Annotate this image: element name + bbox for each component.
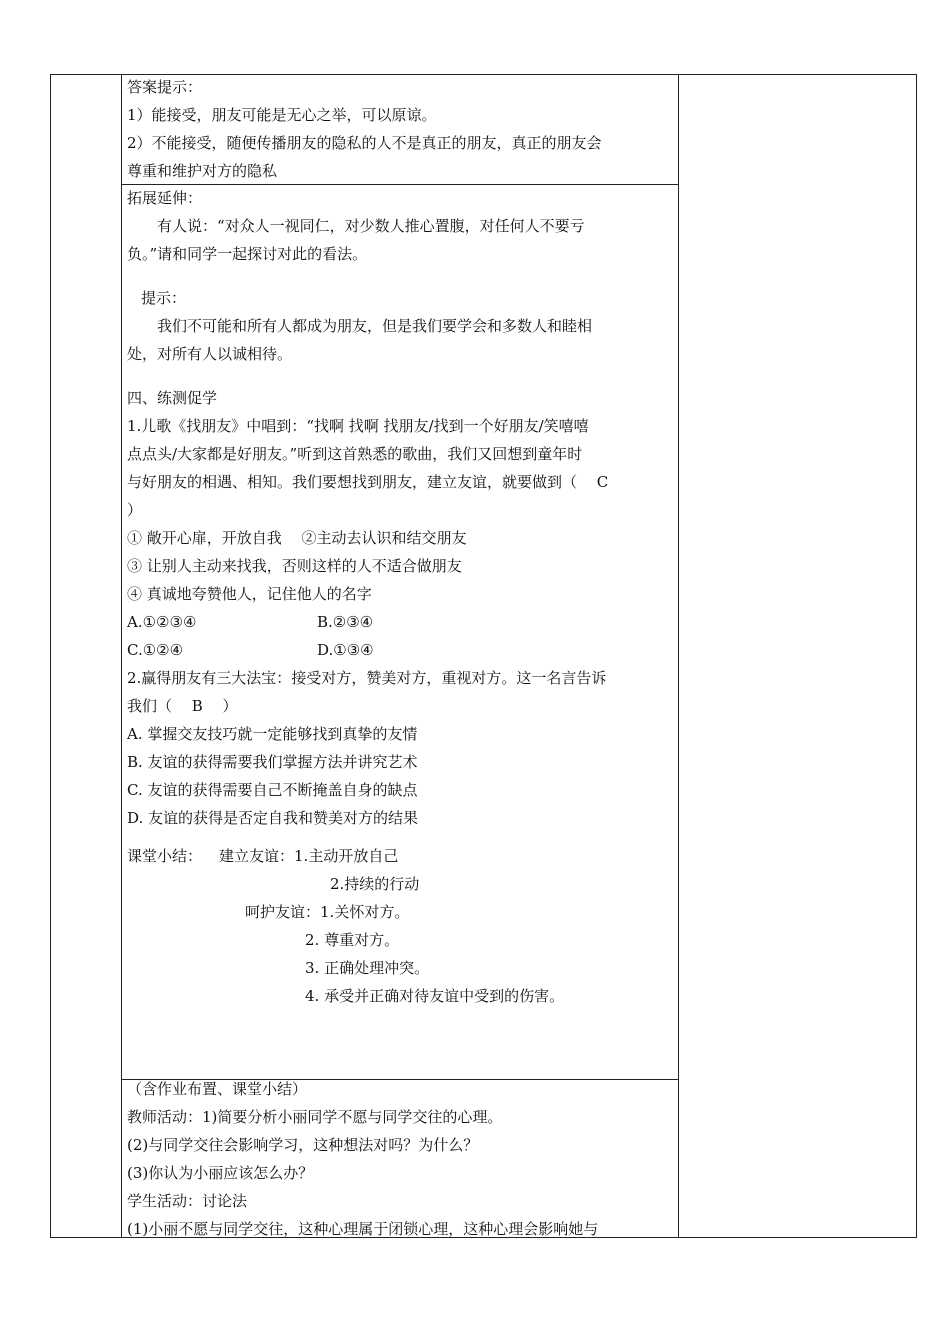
question-2-option: D. 友谊的获得是否定自我和赞美对方的结果 <box>127 809 419 827</box>
option-a: A.①②③④ <box>127 613 197 631</box>
build-friendship-label: 建立友谊： <box>219 847 295 865</box>
question-1-options-row <box>127 608 678 636</box>
option-b: B.②③④ <box>317 613 374 631</box>
homework-line: (1)小丽不愿与同学交往，这种心理属于闭锁心理，这种心理会影响她与 <box>127 1220 599 1238</box>
extension-quote-line: 有人说：“对众人一视同仁，对少数人推心置腹，对任何人不要亏 <box>157 217 585 235</box>
extension-hint-line: 处，对所有人以诚相待。 <box>127 345 293 363</box>
main-content-cell <box>121 184 678 1010</box>
question-2-option: A. 掌握交友技巧就一定能够找到真挚的友情 <box>127 725 418 743</box>
answer-hint-line: 尊重和维护对方的隐私 <box>127 162 278 180</box>
option-d: D.①③④ <box>317 641 374 659</box>
question-1-item: ③ 让别人主动来找我，否则这样的人不适合做朋友 <box>127 557 462 575</box>
question-1-item: ④ 真诚地夸赞他人，记住他人的名字 <box>127 585 372 603</box>
care-item: 4. 承受并正确对待友谊中受到的伤害。 <box>305 987 565 1005</box>
question-1-line: ） <box>127 501 143 519</box>
care-item: 1.关怀对方。 <box>320 903 410 921</box>
homework-line: (3)你认为小丽应该怎么办？ <box>127 1164 314 1182</box>
homework-line: （含作业布置、课堂小结） <box>127 1080 308 1098</box>
care-friendship-label: 呵护友谊： <box>245 903 321 921</box>
care-row <box>127 898 678 926</box>
extension-title: 拓展延伸： <box>127 189 203 207</box>
answer-hint-cell <box>121 73 678 185</box>
extension-hint-line: 我们不可能和所有人都成为朋友，但是我们要学会和多数人和睦相 <box>157 317 593 335</box>
question-1-line: 1.儿歌《找朋友》中唱到：“找啊 找啊 找朋友/找到一个好朋友/笑嘻嘻 <box>127 417 589 435</box>
question-2-line: 我们（ B ） <box>127 697 238 715</box>
care-item: 3. 正确处理冲突。 <box>305 959 430 977</box>
homework-line: (2)与同学交往会影响学习，这种想法对吗？为什么？ <box>127 1136 479 1154</box>
summary-row <box>127 842 678 870</box>
lesson-table <box>50 74 917 1238</box>
column-divider-right <box>678 75 679 1237</box>
answer-hint-line: 2）不能接受，随便传播朋友的隐私的人不是真正的朋友，真正的朋友会 <box>127 134 602 152</box>
question-2-option: B. 友谊的获得需要我们掌握方法并讲究艺术 <box>127 753 418 771</box>
homework-line: 学生活动：讨论法 <box>127 1192 248 1210</box>
care-item: 2. 尊重对方。 <box>305 931 400 949</box>
extension-hint-label: 提示： <box>141 289 187 307</box>
homework-line: 教师活动：1)简要分析小丽同学不愿与同学交往的心理。 <box>127 1108 503 1126</box>
question-1-options-row <box>127 636 678 664</box>
summary-label: 课堂小结： <box>127 847 203 865</box>
question-2-option: C. 友谊的获得需要自己不断掩盖自身的缺点 <box>127 781 418 799</box>
question-2-line: 2.赢得朋友有三大法宝：接受对方，赞美对方，重视对方。这一名言告诉 <box>127 669 607 687</box>
answer-hint-title: 答案提示： <box>127 78 203 96</box>
answer-hint-line: 1）能接受，朋友可能是无心之举，可以原谅。 <box>127 106 437 124</box>
build-item: 1.主动开放自己 <box>294 847 399 865</box>
question-1-item: ① 敞开心扉，开放自我 ②主动去认识和结交朋友 <box>127 529 467 547</box>
question-1-line: 与好朋友的相遇、相知。我们要想找到朋友，建立友谊，就要做到（ C <box>127 473 609 491</box>
build-item: 2.持续的行动 <box>330 875 420 893</box>
question-1-line: 点点头/大家都是好朋友。”听到这首熟悉的歌曲，我们又回想到童年时 <box>127 445 583 463</box>
option-c: C.①②④ <box>127 641 184 659</box>
practice-title: 四、练测促学 <box>127 389 218 407</box>
homework-cell <box>121 1075 678 1243</box>
extension-quote-line: 负。”请和同学一起探讨对此的看法。 <box>127 245 368 263</box>
